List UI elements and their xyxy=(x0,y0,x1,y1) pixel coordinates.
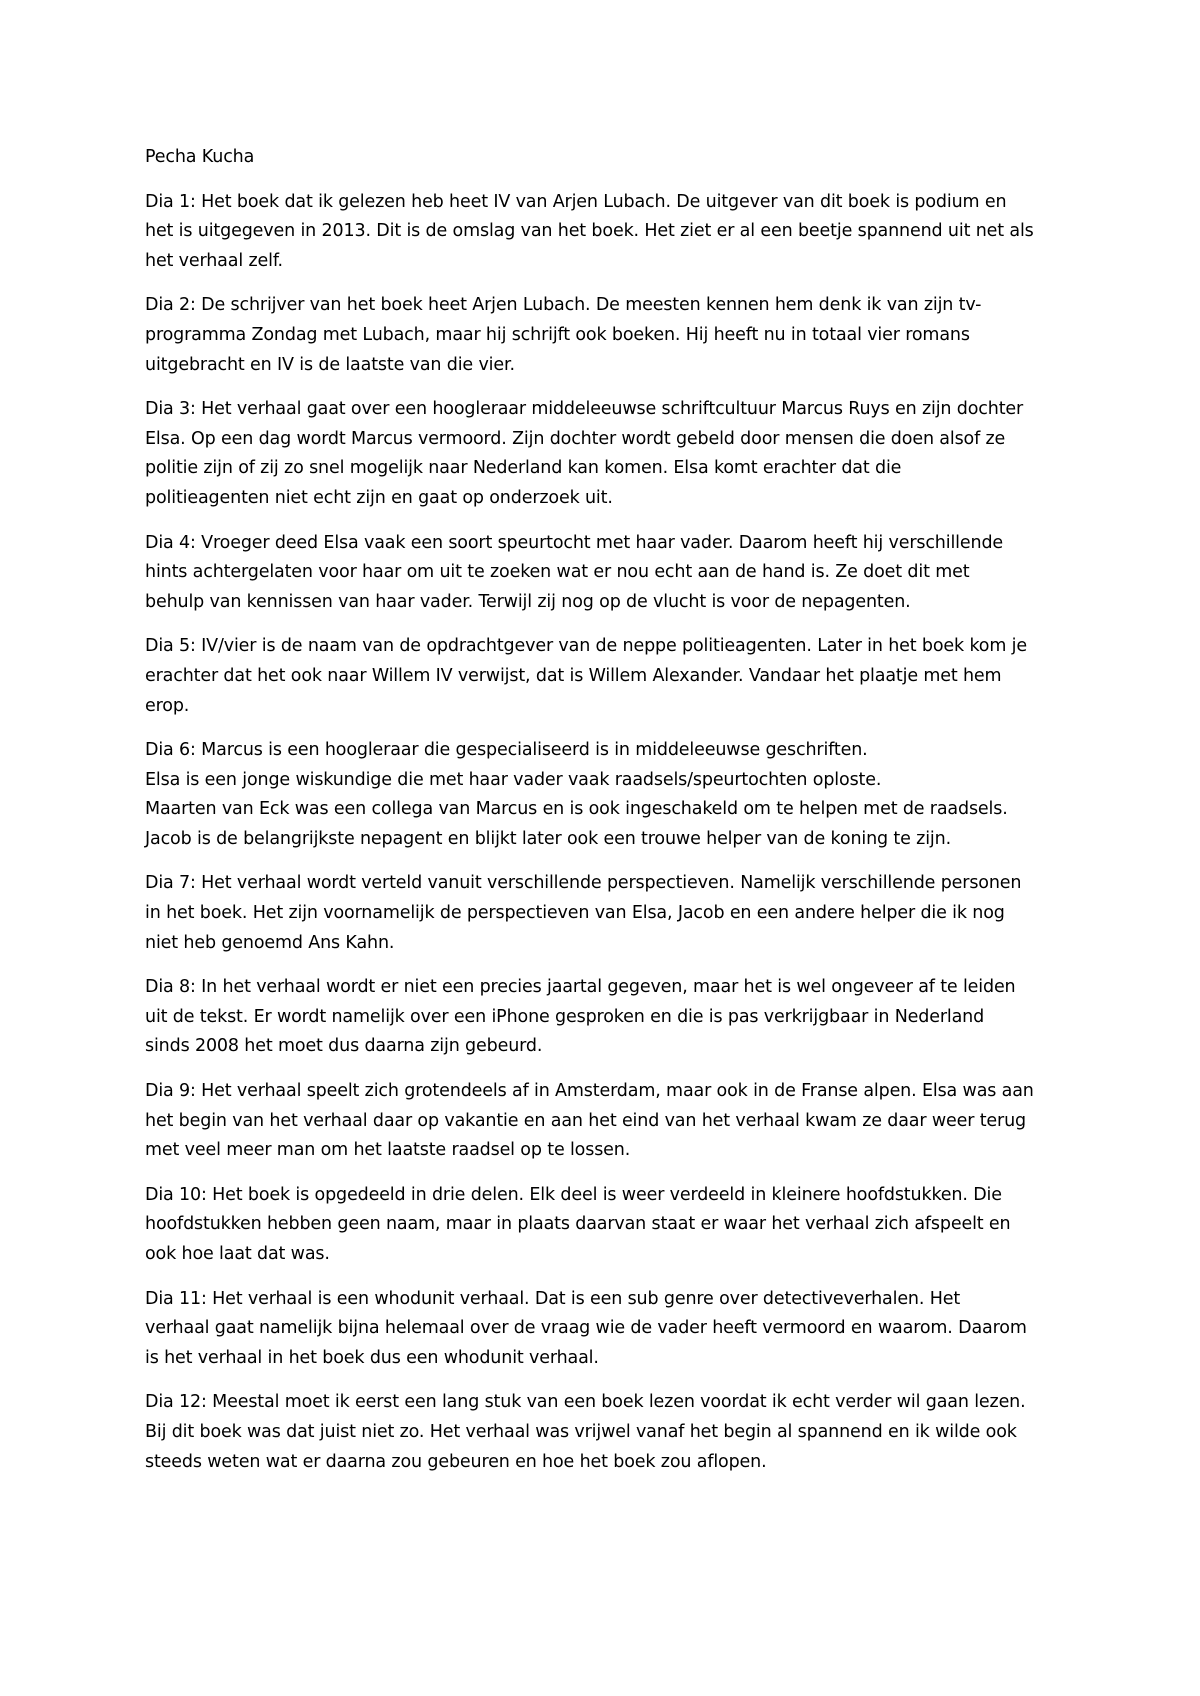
text-line: uitgebracht en IV is de laatste van die vier. xyxy=(145,354,515,375)
text-line: Jacob is de belangrijkste nepagent en blijkt later ook een trouwe helper van de koning te zijn. xyxy=(145,828,951,849)
document-page xyxy=(145,143,1075,1492)
text-line: het begin van het verhaal daar op vakantie en aan het eind van het verhaal kwam ze daar weer terug xyxy=(145,1110,1026,1131)
text-line: politie zijn of zij zo snel mogelijk naar Nederland kan komen. Elsa komt erachter dat die xyxy=(145,458,902,479)
document-title: Pecha Kucha xyxy=(145,147,255,167)
text-line: Maarten van Eck was een collega van Marcus en is ook ingeschakeld om te helpen met de raadsels. xyxy=(145,799,1008,820)
text-line: in het boek. Het zijn voornamelijk de perspectieven van Elsa, Jacob en een andere helper die ik nog xyxy=(145,903,1005,924)
paragraph-dia-5 xyxy=(145,632,1075,721)
text-line: steeds weten wat er daarna zou gebeuren en hoe het boek zou aflopen. xyxy=(145,1451,767,1472)
paragraph-dia-7 xyxy=(145,869,1075,958)
text-line: het is uitgegeven in 2013. Dit is de omslag van het boek. Het ziet er al een beetje spannend uit net als xyxy=(145,221,1034,242)
text-line: Dia 9: Het verhaal speelt zich grotendeels af in Amsterdam, maar ook in de Franse alpen. Elsa was aan xyxy=(145,1081,1034,1102)
text-line: uit de tekst. Er wordt namelijk over een iPhone gesproken en die is pas verkrijgbaar in Nederland xyxy=(145,1006,985,1027)
text-line: Elsa. Op een dag wordt Marcus vermoord. Zijn dochter wordt gebeld door mensen die doen alsof ze xyxy=(145,428,1006,449)
text-line: Elsa is een jonge wiskundige die met haar vader vaak raadsels/speurtochten oploste. xyxy=(145,769,882,790)
text-line: Dia 10: Het boek is opgedeeld in drie delen. Elk deel is weer verdeeld in kleinere hoofdstukken. Die xyxy=(145,1184,1002,1205)
text-line: Dia 1: Het boek dat ik gelezen heb heet IV van Arjen Lubach. De uitgever van dit boek is podium en xyxy=(145,191,1007,212)
text-line: Dia 12: Meestal moet ik eerst een lang stuk van een boek lezen voordat ik echt verder wil gaan lezen. xyxy=(145,1392,1026,1413)
text-line: niet heb genoemd Ans Kahn. xyxy=(145,932,395,953)
paragraph-dia-3 xyxy=(145,395,1075,513)
text-line: verhaal gaat namelijk bijna helemaal over de vraag wie de vader heeft vermoord en waarom. Daarom xyxy=(145,1318,1027,1339)
paragraph-dia-8 xyxy=(145,973,1075,1062)
text-line: Dia 5: IV/vier is de naam van de opdrachtgever van de neppe politieagenten. Later in het boek kom je xyxy=(145,636,1027,657)
text-line: Dia 6: Marcus is een hoogleraar die gespecialiseerd is in middeleeuwse geschriften. xyxy=(145,740,868,761)
text-line: politieagenten niet echt zijn en gaat op onderzoek uit. xyxy=(145,487,613,508)
text-line: sinds 2008 het moet dus daarna zijn gebeurd. xyxy=(145,1036,543,1057)
text-line: erop. xyxy=(145,695,190,716)
paragraph-dia-12 xyxy=(145,1388,1075,1477)
paragraph-dia-10 xyxy=(145,1181,1075,1270)
text-line: programma Zondag met Lubach, maar hij schrijft ook boeken. Hij heeft nu in totaal vier romans xyxy=(145,324,970,345)
text-line: Dia 11: Het verhaal is een whodunit verhaal. Dat is een sub genre over detectiveverhalen. Het xyxy=(145,1288,961,1309)
text-line: Dia 8: In het verhaal wordt er niet een precies jaartal gegeven, maar het is wel ongeveer af te leiden xyxy=(145,977,1016,998)
text-line: Dia 3: Het verhaal gaat over een hoogleraar middeleeuwse schriftcultuur Marcus Ruys en zijn dochter xyxy=(145,399,1024,420)
text-line: met veel meer man om het laatste raadsel op te lossen. xyxy=(145,1140,631,1161)
paragraph-dia-6 xyxy=(145,736,1075,854)
paragraph-list xyxy=(145,188,1075,1478)
text-line: hints achtergelaten voor haar om uit te zoeken wat er nou echt aan de hand is. Ze doet dit met xyxy=(145,562,970,583)
paragraph-dia-4 xyxy=(145,529,1075,618)
text-line: ook hoe laat dat was. xyxy=(145,1244,330,1264)
text-line: Dia 2: De schrijver van het boek heet Arjen Lubach. De meesten kennen hem denk ik van zijn tv- xyxy=(145,295,982,316)
paragraph-dia-1 xyxy=(145,188,1075,277)
paragraph-dia-11 xyxy=(145,1285,1075,1374)
paragraph-dia-9 xyxy=(145,1077,1075,1166)
text-line: erachter dat het ook naar Willem IV verwijst, dat is Willem Alexander. Vandaar het plaatje met hem xyxy=(145,665,1002,686)
paragraph-dia-2 xyxy=(145,291,1075,380)
text-line: Dia 4: Vroeger deed Elsa vaak een soort speurtocht met haar vader. Daarom heeft hij verschillende xyxy=(145,532,1004,553)
text-line: Dia 7: Het verhaal wordt verteld vanuit verschillende perspectieven. Namelijk verschillende personen xyxy=(145,873,1022,894)
text-line: Bij dit boek was dat juist niet zo. Het verhaal was vrijwel vanaf het begin al spannend en ik wilde ook xyxy=(145,1421,1017,1442)
text-line: hoofdstukken hebben geen naam, maar in plaats daarvan staat er waar het verhaal zich afspeelt en xyxy=(145,1214,1011,1235)
text-line: is het verhaal in het boek dus een whodunit verhaal. xyxy=(145,1347,599,1368)
text-line: het verhaal zelf. xyxy=(145,250,283,271)
text-line: behulp van kennissen van haar vader. Terwijl zij nog op de vlucht is voor de nepagenten. xyxy=(145,591,911,612)
